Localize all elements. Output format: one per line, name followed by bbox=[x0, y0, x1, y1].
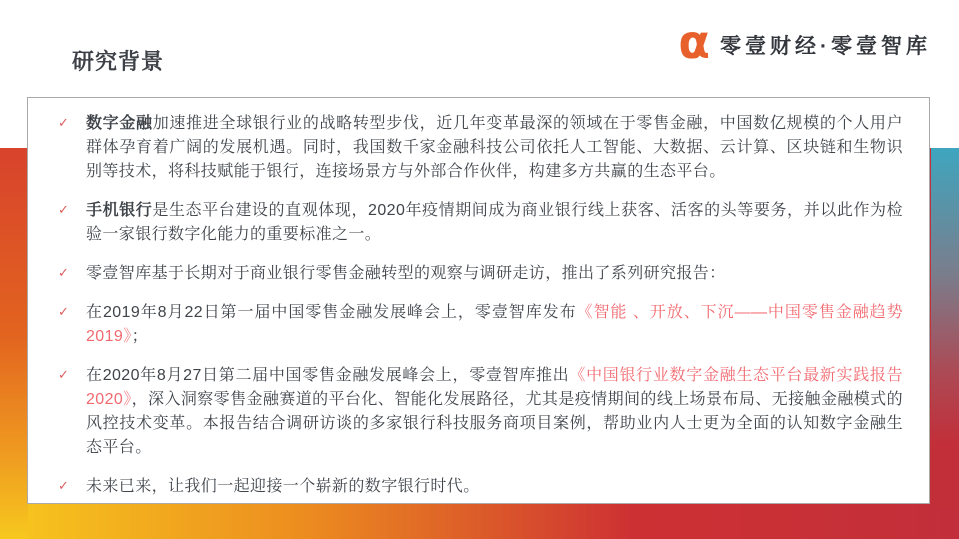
bullet-item-research-series bbox=[58, 262, 903, 286]
checkmark-icon: ✓ bbox=[58, 116, 69, 131]
bullet-text: 手机银行是生态平台建设的直观体现，2020年疫情期间成为商业银行线上获客、活客的头等要务，并以此作为检验一家银行数字化能力的重要标准之一。 bbox=[86, 202, 903, 243]
lingyi-logo bbox=[678, 15, 931, 69]
checkmark-icon: ✓ bbox=[58, 266, 69, 281]
bullet-text: 零壹智库基于长期对于商业银行零售金融转型的观察与调研走访，推出了系列研究报告： bbox=[86, 265, 726, 282]
bullet-item-digital-finance bbox=[58, 112, 903, 184]
checkmark-icon: ✓ bbox=[58, 305, 69, 320]
background-gradient-right-strip bbox=[931, 148, 959, 509]
bullet-text: 未来已来，让我们一起迎接一个崭新的数字银行时代。 bbox=[86, 478, 480, 495]
content-card bbox=[27, 97, 930, 504]
bullet-text: 在2019年8月22日第一届中国零售金融发展峰会上，零壹智库发布《智能 、开放、下沉——中国零售金融趋势2019》； bbox=[86, 304, 903, 345]
lingyi-logo-icon: α bbox=[678, 15, 710, 69]
content-card-inner bbox=[28, 98, 929, 499]
background-gradient-left-strip bbox=[0, 148, 28, 539]
page-title: 研究背景 bbox=[72, 48, 165, 74]
bullet-item-report-2019 bbox=[58, 301, 903, 349]
bullet-text: 数字金融加速推进全球银行业的战略转型步伐，近几年变革最深的领域在于零售金融，中国数亿规模的个人用户群体孕育着广阔的发展机遇。同时，我国数千家金融科技公司依托人工智能、大数据、云计算、区块链和生物识别等技术，将科技赋能于银行，连接场景方与外部合作伙伴，构建多方共赢的生态平台。 bbox=[86, 115, 903, 180]
bullet-item-future bbox=[58, 475, 903, 499]
lingyi-logo-text: 零壹财经·零壹智库 bbox=[720, 35, 931, 58]
bullet-text: 在2020年8月27日第二届中国零售金融发展峰会上，零壹智库推出《中国银行业数字金融生态平台最新实践报告2020》，深入洞察零售金融赛道的平台化、智能化发展路径，尤其是疫情期间的线上场景布局、无接触金融模式的风控技术变革。本报告结合调研访谈的多家银行科技服务商项目案例，帮助业内人士更为全面的认知数字金融生态平台。 bbox=[86, 367, 903, 456]
checkmark-icon: ✓ bbox=[58, 479, 69, 494]
report-title-2020: 《中国银行业数字金融生态平台最新实践报告2020》 bbox=[86, 367, 903, 408]
bullet-item-report-2020 bbox=[58, 364, 903, 460]
report-title-2019: 《智能 、开放、下沉——中国零售金融趋势2019》 bbox=[86, 304, 903, 345]
checkmark-icon: ✓ bbox=[58, 368, 69, 383]
checkmark-icon: ✓ bbox=[58, 203, 69, 218]
bullet-item-mobile-banking bbox=[58, 199, 903, 247]
